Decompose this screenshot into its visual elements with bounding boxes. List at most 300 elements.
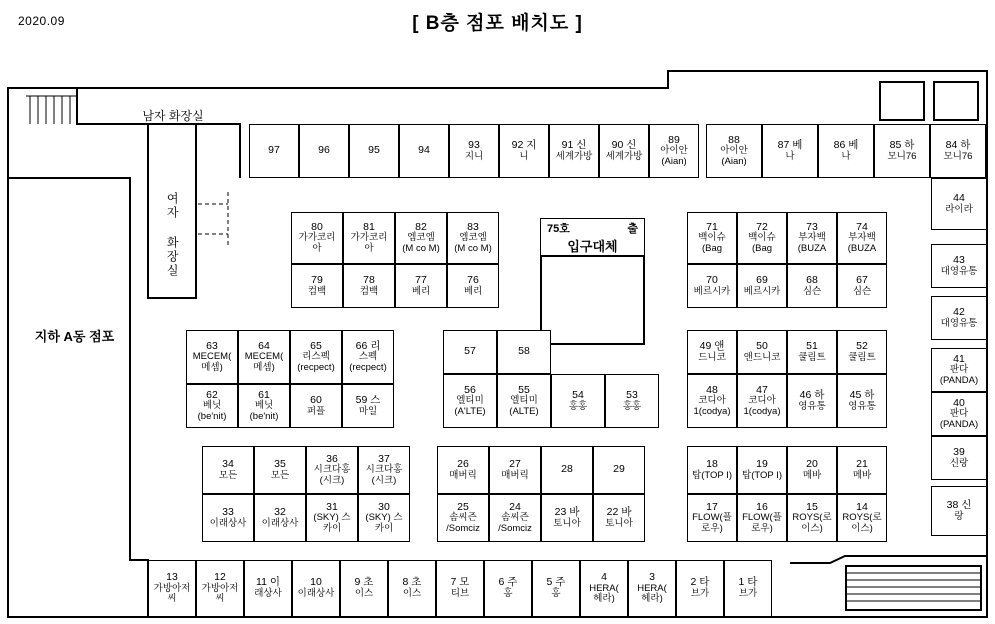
store-cell[interactable]: [787, 374, 837, 428]
store-name: 심슨: [852, 285, 872, 297]
store-cell[interactable]: [787, 330, 837, 374]
store-name: 퍼플: [306, 405, 326, 417]
store-name: 래상사: [254, 588, 282, 600]
store-cell[interactable]: [687, 374, 737, 428]
store-name: 이스): [801, 522, 823, 534]
store-name: 카이: [322, 522, 342, 534]
store-number: 18: [706, 457, 718, 470]
store-cell[interactable]: [291, 212, 343, 264]
store-name: 탑(TOP I): [742, 469, 782, 481]
store-cell[interactable]: [395, 264, 447, 308]
store-number: 93: [468, 138, 480, 151]
store-cell[interactable]: [687, 264, 737, 308]
store-number: 6 주: [498, 576, 518, 589]
store-cell[interactable]: [787, 446, 837, 494]
store-name: 매버릭: [449, 469, 477, 481]
store-number: 51: [806, 339, 818, 352]
store-cell[interactable]: [499, 124, 549, 178]
store-name: 랑: [954, 510, 964, 522]
store-cell[interactable]: [196, 560, 244, 617]
store-number: 80: [311, 220, 323, 233]
store-number: 28: [561, 463, 573, 476]
store-name: 신랑: [949, 457, 969, 469]
store-name: (BUZA: [797, 242, 827, 254]
store-cell[interactable]: [342, 330, 394, 384]
store-number: 17: [706, 500, 718, 513]
store-number: 16: [756, 500, 768, 513]
entrance-box-label: 입구대체: [567, 238, 618, 254]
store-cell[interactable]: [593, 494, 645, 542]
store-name: 아이안: [720, 145, 748, 157]
store-name: 매버릭: [501, 469, 529, 481]
store-cell[interactable]: [737, 330, 787, 374]
store-cell[interactable]: [291, 264, 343, 308]
store-cell[interactable]: [931, 486, 987, 536]
store-cell[interactable]: [290, 330, 342, 384]
store-number: 3: [649, 571, 655, 583]
store-number: 5 주: [546, 576, 566, 589]
store-name: 토니아: [605, 517, 633, 529]
store-name: 1(codya): [743, 405, 781, 417]
store-name: 홍: [503, 588, 513, 600]
store-number: 67: [856, 273, 868, 286]
store-number: 14: [856, 500, 868, 513]
store-cell[interactable]: [930, 124, 986, 178]
store-name: 이래상사: [209, 517, 247, 529]
store-name: 백이슈: [698, 232, 726, 244]
store-cell[interactable]: [837, 264, 887, 308]
store-name: (Aian): [661, 155, 687, 167]
store-number: 53: [626, 388, 638, 401]
store-number: 65: [310, 339, 322, 352]
store-cell[interactable]: [484, 560, 532, 617]
store-cell[interactable]: [676, 560, 724, 617]
store-name: 메셈): [253, 361, 275, 373]
store-number: 27: [509, 457, 521, 470]
store-cell[interactable]: [254, 494, 306, 542]
store-name: 모든: [270, 469, 290, 481]
store-name: 이스: [354, 588, 374, 600]
store-name: 아: [364, 242, 374, 254]
store-cell[interactable]: [837, 446, 887, 494]
store-cell[interactable]: [437, 446, 489, 494]
store-name: 시크다홍: [365, 464, 403, 476]
store-cell[interactable]: [399, 124, 449, 178]
store-name: 베닛: [254, 400, 274, 412]
store-cell[interactable]: [395, 212, 447, 264]
store-cell[interactable]: [497, 330, 551, 374]
store-number: 83: [467, 220, 479, 233]
store-name: 솜씨즌: [449, 512, 477, 524]
store-cell[interactable]: [687, 212, 737, 264]
store-name: (SKY) 스: [365, 512, 403, 524]
store-cell[interactable]: [186, 384, 238, 428]
store-name: (recpect): [349, 361, 387, 373]
store-name: 엘티미: [510, 395, 538, 407]
store-name: 백이슈: [748, 232, 776, 244]
store-number: 23 바: [554, 505, 580, 518]
store-number: 20: [806, 457, 818, 470]
store-cell[interactable]: [238, 384, 290, 428]
store-cell[interactable]: [342, 384, 394, 428]
store-number: 77: [415, 273, 427, 286]
store-name: (be'nit): [197, 410, 227, 422]
store-number: 72: [756, 220, 768, 233]
store-number: 35: [274, 457, 286, 470]
mens-restroom-label: 남자 화장실: [142, 108, 204, 123]
store-cell[interactable]: [249, 124, 299, 178]
store-name: 가방아저: [201, 582, 239, 594]
store-cell[interactable]: [737, 212, 787, 264]
store-cell[interactable]: [724, 560, 772, 617]
store-number: 48: [706, 383, 718, 396]
store-number: 26: [457, 457, 469, 470]
store-number: 84 하: [945, 138, 971, 151]
store-number: 54: [572, 388, 584, 401]
store-cell[interactable]: [238, 330, 290, 384]
store-number: 36: [326, 452, 338, 465]
store-number: 81: [363, 220, 375, 233]
store-number: 43: [953, 253, 965, 266]
store-number: 96: [318, 144, 330, 157]
store-name: 코디아: [748, 395, 776, 407]
store-number: 21: [856, 457, 868, 470]
store-cell[interactable]: [340, 560, 388, 617]
store-name: ROYS(로: [792, 512, 832, 524]
store-number: 46 하: [799, 388, 825, 401]
store-name: 카이: [374, 522, 394, 534]
store-number: 7 모: [450, 576, 470, 589]
store-cell[interactable]: [931, 244, 987, 288]
store-name: 가방아저: [153, 582, 191, 594]
store-cell[interactable]: [449, 124, 499, 178]
store-number: 73: [806, 220, 818, 233]
store-name: 베리: [463, 285, 483, 297]
store-name: 메바: [852, 469, 872, 481]
store-cell[interactable]: [306, 446, 358, 494]
store-name: 앤드니코: [743, 351, 781, 363]
store-name: 쿨림트: [848, 351, 876, 363]
store-name: FLOW(플: [692, 512, 732, 524]
store-cell[interactable]: [186, 330, 238, 384]
store-cell[interactable]: [358, 446, 410, 494]
store-name: 씨: [167, 593, 177, 605]
store-number: 55: [518, 383, 530, 396]
store-name: MECEM(: [192, 351, 232, 363]
store-name: 모니76: [943, 150, 973, 162]
store-cell[interactable]: [437, 494, 489, 542]
store-cell[interactable]: [737, 374, 787, 428]
store-cell[interactable]: [447, 264, 499, 308]
store-cell[interactable]: [706, 124, 762, 178]
store-number: 70: [706, 273, 718, 286]
store-number: 13: [166, 571, 178, 583]
store-cell[interactable]: [343, 212, 395, 264]
store-name: 영유통: [798, 400, 826, 412]
store-number: 79: [311, 273, 323, 286]
entrance-escalator-box: [540, 255, 645, 345]
store-number: 68: [806, 273, 818, 286]
store-name: 엘티미: [456, 395, 484, 407]
store-name: 이래상사: [297, 588, 335, 600]
store-name: 마일: [358, 405, 378, 417]
store-cell[interactable]: [541, 446, 593, 494]
store-number: 15: [806, 500, 818, 513]
store-name: 베리: [411, 285, 431, 297]
store-cell[interactable]: [254, 446, 306, 494]
store-number: 39: [953, 445, 965, 458]
store-number: 69: [756, 273, 768, 286]
store-name: 홍: [551, 588, 561, 600]
store-cell[interactable]: [931, 436, 987, 480]
store-cell[interactable]: [762, 124, 818, 178]
store-cell[interactable]: [837, 330, 887, 374]
store-number: 37: [378, 452, 390, 465]
store-cell[interactable]: [837, 212, 887, 264]
store-name: FLOW(플: [742, 512, 782, 524]
store-name: 토니아: [553, 517, 581, 529]
store-name: 티브: [450, 588, 470, 600]
store-name: (A'LTE): [454, 405, 486, 417]
date-stamp: 2020.09: [18, 14, 65, 28]
store-name: (Bag: [701, 242, 723, 254]
store-cell[interactable]: [497, 374, 551, 428]
store-name: 시크다홍: [313, 464, 351, 476]
store-name: 영유통: [848, 400, 876, 412]
store-cell[interactable]: [349, 124, 399, 178]
store-number: 32: [274, 505, 286, 518]
store-name: (PANDA): [939, 374, 979, 386]
store-name: 로우): [701, 522, 723, 534]
store-cell[interactable]: [687, 494, 737, 542]
store-name: 가가코리: [350, 232, 388, 244]
store-number: 38 신: [946, 498, 972, 511]
store-cell[interactable]: [549, 124, 599, 178]
store-number: 66 리: [355, 339, 381, 352]
store-cell[interactable]: [489, 494, 541, 542]
store-cell[interactable]: [787, 494, 837, 542]
entrance-title-box: [540, 218, 645, 256]
store-cell[interactable]: [541, 494, 593, 542]
store-number: 47: [756, 383, 768, 396]
store-cell[interactable]: [931, 348, 987, 392]
store-number: 9 초: [354, 576, 374, 589]
store-name: 로우): [751, 522, 773, 534]
store-cell[interactable]: [436, 560, 484, 617]
store-number: 8 초: [402, 576, 422, 589]
store-name: 세계가방: [605, 150, 643, 162]
store-name: 아이안: [660, 145, 688, 157]
store-number: 30: [378, 500, 390, 513]
store-cell[interactable]: [148, 560, 196, 617]
store-name: 나: [841, 150, 851, 162]
store-name: 컴백: [359, 285, 379, 297]
store-number: 95: [368, 144, 380, 157]
store-cell[interactable]: [306, 494, 358, 542]
store-number: 62: [206, 388, 218, 401]
store-name: 판다: [949, 408, 969, 420]
store-number: 74: [856, 220, 868, 233]
store-name: 메셈): [201, 361, 223, 373]
store-name: 이래상사: [261, 517, 299, 529]
store-number: 63: [206, 339, 218, 352]
store-number: 56: [464, 383, 476, 396]
store-cell[interactable]: [290, 384, 342, 428]
store-name: 솜씨즌: [501, 512, 529, 524]
store-name: 탑(TOP I): [692, 469, 732, 481]
store-cell[interactable]: [443, 330, 497, 374]
store-name: (Bag: [751, 242, 773, 254]
store-name: (Aian): [721, 155, 747, 167]
store-name: (recpect): [297, 361, 335, 373]
store-number: 60: [310, 393, 322, 406]
store-number: 52: [856, 339, 868, 352]
store-cell[interactable]: [931, 392, 987, 436]
store-name: 헤라): [593, 593, 615, 605]
store-name: 라이라: [945, 203, 973, 215]
store-cell[interactable]: [244, 560, 292, 617]
store-number: 44: [953, 191, 965, 204]
store-number: 90 신: [611, 138, 637, 151]
store-name: 메바: [802, 469, 822, 481]
store-number: 64: [258, 339, 270, 352]
store-name: 홍홍: [568, 400, 588, 412]
store-name: 니: [519, 150, 529, 162]
store-number: 88: [728, 133, 740, 146]
store-name: 나: [785, 150, 795, 162]
store-cell[interactable]: [358, 494, 410, 542]
store-name: (ALTE): [509, 405, 539, 417]
store-name: (PANDA): [939, 418, 979, 430]
store-number: 33: [222, 505, 234, 518]
womens-restroom-label: 여자 화장실: [165, 192, 180, 278]
store-cell[interactable]: [737, 494, 787, 542]
store-number: 86 베: [833, 138, 859, 151]
store-number: 91 신: [561, 138, 587, 151]
store-name: /Somciz: [498, 522, 532, 534]
store-cell[interactable]: [551, 374, 605, 428]
store-name: 대영유통: [940, 317, 978, 329]
store-number: 57: [464, 345, 476, 358]
store-name: 리스펙: [302, 351, 330, 363]
store-number: 19: [756, 457, 768, 470]
store-cell[interactable]: [687, 330, 737, 374]
store-number: 82: [415, 220, 427, 233]
basement-a-store-label: 지하 A동 점포: [34, 329, 115, 345]
store-cell[interactable]: [580, 560, 628, 617]
store-cell[interactable]: [837, 374, 887, 428]
store-number: 89: [668, 133, 680, 146]
store-number: 76: [467, 273, 479, 286]
store-name: MECEM(: [244, 351, 284, 363]
store-number: 94: [418, 144, 430, 157]
store-name: (M co M): [454, 242, 492, 254]
store-cell[interactable]: [787, 212, 837, 264]
store-cell[interactable]: [931, 178, 987, 230]
store-cell[interactable]: [874, 124, 930, 178]
store-cell[interactable]: [443, 374, 497, 428]
store-name: 코디아: [698, 395, 726, 407]
store-cell[interactable]: [787, 264, 837, 308]
store-number: 87 베: [777, 138, 803, 151]
store-name: 세계가방: [555, 150, 593, 162]
store-name: 심슨: [802, 285, 822, 297]
store-cell[interactable]: [818, 124, 874, 178]
store-cell[interactable]: [292, 560, 340, 617]
store-number: 97: [268, 144, 280, 157]
store-cell[interactable]: [202, 446, 254, 494]
store-cell[interactable]: [532, 560, 580, 617]
store-name: (SKY) 스: [313, 512, 351, 524]
store-number: 24: [509, 500, 521, 513]
store-cell[interactable]: [737, 446, 787, 494]
store-name: (be'nit): [249, 410, 279, 422]
store-name: HERA(: [637, 582, 667, 594]
store-cell[interactable]: [649, 124, 699, 178]
store-cell[interactable]: [605, 374, 659, 428]
entrance-box-number: 75호: [547, 222, 570, 235]
store-cell[interactable]: [202, 494, 254, 542]
store-number: 12: [214, 571, 226, 583]
store-name: 컴백: [307, 285, 327, 297]
entrance-box-exit: 출: [627, 222, 638, 235]
store-cell[interactable]: [837, 494, 887, 542]
store-cell[interactable]: [628, 560, 676, 617]
store-number: 45 하: [849, 388, 875, 401]
store-number: 1 타: [738, 576, 758, 589]
store-number: 29: [613, 463, 625, 476]
store-name: 베르시카: [693, 285, 731, 297]
store-number: 61: [258, 388, 270, 401]
store-name: 모든: [218, 469, 238, 481]
store-name: 드니코: [698, 351, 726, 363]
store-name: 홍홍: [622, 400, 642, 412]
store-cell[interactable]: [489, 446, 541, 494]
store-name: 브가: [738, 588, 758, 600]
store-name: 지니: [464, 150, 484, 162]
store-number: 42: [953, 305, 965, 318]
store-name: 가가코리: [298, 232, 336, 244]
store-name: 아: [312, 242, 322, 254]
store-number: 50: [756, 339, 768, 352]
store-cell[interactable]: [388, 560, 436, 617]
store-cell[interactable]: [931, 296, 987, 340]
store-cell[interactable]: [687, 446, 737, 494]
store-number: 49 앤: [699, 339, 725, 352]
store-number: 78: [363, 273, 375, 286]
store-number: 92 지: [511, 138, 537, 151]
store-name: 브가: [690, 588, 710, 600]
store-number: 59 스: [355, 393, 381, 406]
store-name: 부자백: [798, 232, 826, 244]
store-number: 40: [953, 396, 965, 409]
store-name: 베르시카: [743, 285, 781, 297]
store-cell[interactable]: [343, 264, 395, 308]
store-cell[interactable]: [593, 446, 645, 494]
store-name: (M co M): [402, 242, 440, 254]
store-cell[interactable]: [299, 124, 349, 178]
store-number: 11 이: [256, 576, 280, 589]
store-cell[interactable]: [447, 212, 499, 264]
store-name: 이스: [402, 588, 422, 600]
store-name: 모니76: [887, 150, 917, 162]
store-number: 2 타: [690, 576, 710, 589]
page-title: [ B층 점포 배치도 ]: [412, 13, 583, 34]
store-number: 4: [601, 571, 607, 583]
store-cell[interactable]: [599, 124, 649, 178]
store-name: 헤라): [641, 593, 663, 605]
store-cell[interactable]: [737, 264, 787, 308]
